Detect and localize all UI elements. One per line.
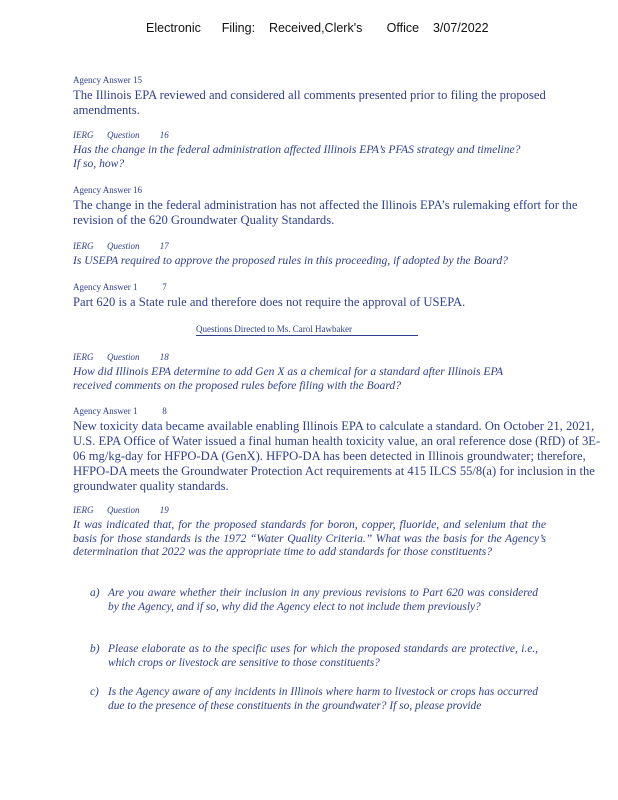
question-label: IERG Question 16 bbox=[73, 130, 169, 140]
subquestion-a bbox=[90, 587, 538, 614]
section-heading: Questions Directed to Ms. Carol Hawbaker bbox=[196, 324, 418, 336]
answer-text: New toxicity data became available enabling Illinois EPA to calculate a standard. On October 21, 2021, U.S. EPA Office of Water issued a final human health toxicity value, an oral reference dose (RfD) of 3E-06 mg/kg-day for HFPO-DA (GenX). HFPO-DA has been detected in Illinois groundwater; therefore, HFPO-DA meets the Groundwater Protection Act requirements at 415 ILCS 55/8(a) for inclusion in the groundwater quality standards. bbox=[73, 419, 601, 493]
subquestion-text: Is the Agency aware of any incidents in Illinois where harm to livestock or crops has occurred due to the presence of these constituents in the groundwater? If so, please provide bbox=[108, 686, 538, 712]
subquestion-marker: c) bbox=[90, 686, 99, 698]
question-text: Has the change in the federal administration affected Illinois EPA’s PFAS strategy and timeline? If so, how? bbox=[73, 143, 521, 170]
question-text: Is USEPA required to approve the proposed rules in this proceeding, if adopted by the Board? bbox=[73, 254, 508, 267]
filing-header: Electronic Filing: Received,Clerk's Office 3/07/2022 bbox=[146, 21, 489, 35]
question-label: IERG Question 19 bbox=[73, 505, 169, 515]
subquestion-c bbox=[90, 686, 538, 713]
ierg-question-18 bbox=[73, 352, 602, 392]
subquestion-text: Are you aware whether their inclusion in any previous revisions to Part 620 was considered by the Agency, and if so, why did the Agency elect to not include them previously? bbox=[108, 587, 538, 613]
subquestion-marker: a) bbox=[90, 587, 100, 599]
subquestion-text: Please elaborate as to the specific uses for which the proposed standards are protective, i.e., which crops or livestock are sensitive to those constituents? bbox=[108, 643, 538, 669]
ierg-question-19 bbox=[73, 505, 602, 559]
ierg-question-17 bbox=[73, 241, 602, 268]
question-text: How did Illinois EPA determine to add Gen X as a chemical for a standard after Illinois EPA received comments on the proposed rules before filing with the Board? bbox=[73, 365, 504, 392]
answer-label: Agency Answer 15 bbox=[73, 75, 142, 85]
answer-text: The change in the federal administration has not affected the Illinois EPA’s rulemaking effort for the revision of the 620 Groundwater Quality Standards. bbox=[73, 198, 578, 227]
answer-label: Agency Answer 16 bbox=[73, 185, 142, 195]
answer-label: Agency Answer 1 7 bbox=[73, 282, 167, 292]
subquestion-marker: b) bbox=[90, 643, 100, 655]
agency-answer-17 bbox=[73, 282, 602, 310]
question-text: It was indicated that, for the proposed standards for boron, copper, fluoride, and selenium that the basis for those standards is the 1972 “Water Quality Criteria.” What was the basis for the Agency’s determination that 2022 was the appropriate time to add standards for those constituents? bbox=[73, 518, 546, 558]
agency-answer-16 bbox=[73, 185, 602, 228]
question-label: IERG Question 18 bbox=[73, 352, 169, 362]
ierg-question-16 bbox=[73, 130, 602, 170]
agency-answer-18 bbox=[73, 406, 602, 494]
answer-text: The Illinois EPA reviewed and considered all comments presented prior to filing the proposed amendments. bbox=[73, 88, 546, 117]
subquestion-b bbox=[90, 643, 538, 670]
answer-text: Part 620 is a State rule and therefore does not require the approval of USEPA. bbox=[73, 295, 466, 309]
agency-answer-15 bbox=[73, 75, 602, 118]
question-label: IERG Question 17 bbox=[73, 241, 169, 251]
answer-label: Agency Answer 1 8 bbox=[73, 406, 167, 416]
